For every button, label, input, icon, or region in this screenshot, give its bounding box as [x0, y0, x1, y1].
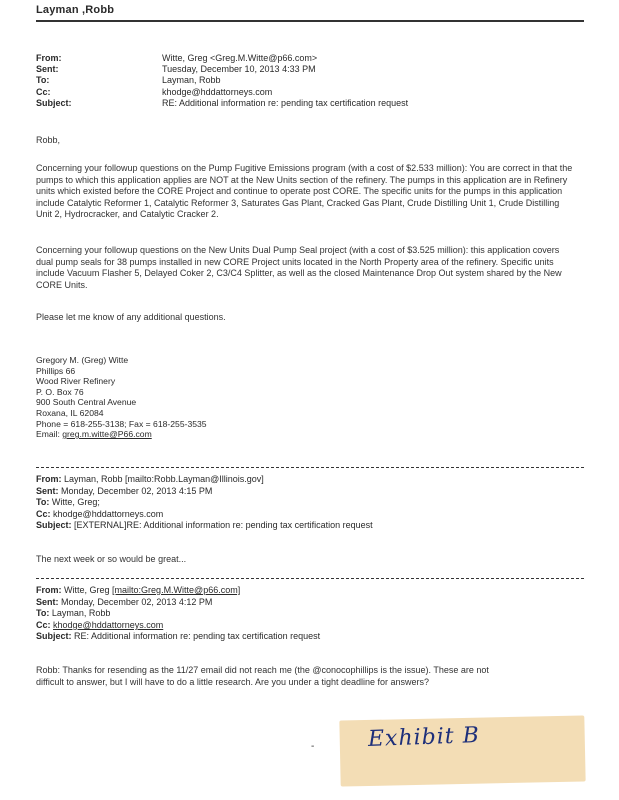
fwd2-from-row — [36, 585, 320, 597]
greeting: Robb, — [36, 135, 61, 145]
header-from-row — [36, 53, 408, 64]
fwd2-cc-link[interactable]: khodge@hddattorneys.com — [53, 619, 164, 630]
body-paragraph-2: Concerning your followup questions on the New Units Dual Pump Seal project (with a cost of $3.525 million): this application covers dual pump seals for 38 pumps installed in new CORE Project units located in the North Property area of the refinery. Specific units include Vacuum Flasher 5, Delayed Coker 2, C3/C4 Splitter, as well as the closed Maintenance Drop Out system shared by the New CORE Units. — [36, 245, 562, 290]
sender-divider — [36, 20, 584, 22]
forwarded-header-2 — [36, 585, 320, 643]
margin-mark: - — [311, 741, 315, 752]
fwd2-subject-row — [36, 631, 320, 643]
fwd2-sent-label: Sent: — [36, 596, 59, 607]
fwd2-body-line-1: Robb: Thanks for resending as the 11/27 email did not reach me (the @conocophillips is the issue). These are not — [36, 665, 489, 675]
fwd2-cc-label: Cc: — [36, 619, 51, 630]
sig-city: Roxana, IL 62084 — [36, 407, 104, 418]
sent-label: Sent: — [36, 64, 59, 75]
subject-value: RE: Additional information re: pending tax certification request — [162, 97, 409, 108]
sig-phone: Phone = 618-255-3138; Fax = 618-255-3535 — [36, 418, 207, 429]
fwd1-from-value: Layman, Robb [mailto:Robb.Layman@Illinois.gov] — [64, 474, 264, 484]
fwd2-to-row — [36, 608, 320, 620]
fwd1-sent-row — [36, 486, 373, 498]
header-sent-row — [36, 64, 408, 75]
sig-company: Phillips 66 — [36, 365, 76, 376]
fwd2-to-value: Layman, Robb — [51, 608, 111, 619]
fwd2-subject-label: Subject: — [36, 631, 72, 642]
fwd1-sent-value: Monday, December 02, 2013 4:15 PM — [61, 485, 213, 496]
sig-name: Gregory M. (Greg) Witte — [36, 355, 129, 365]
fwd2-sent-value: Monday, December 02, 2013 4:12 PM — [61, 596, 213, 607]
fwd1-body: The next week or so would be great... — [36, 554, 187, 564]
sig-email-link[interactable]: greg.m.witte@P66.com — [62, 429, 152, 440]
sig-email-label: Email: — [36, 429, 60, 440]
fwd1-subject-value: [EXTERNAL]RE: Additional information re: pending tax certification request — [74, 520, 373, 531]
exhibit-label: Exhibit B — [367, 723, 481, 752]
cc-value: khodge@hddattorneys.com — [162, 86, 273, 97]
forward-separator-1 — [36, 467, 584, 468]
fwd1-subject-row — [36, 520, 373, 532]
to-label: To: — [36, 75, 50, 86]
sig-email-line — [36, 429, 207, 440]
fwd1-to-row — [36, 497, 373, 509]
fwd1-sent-label: Sent: — [36, 485, 59, 496]
sent-value: Tuesday, December 10, 2013 4:33 PM — [162, 64, 316, 75]
body-paragraph-3: Please let me know of any additional questions. — [36, 312, 226, 322]
fwd2-cc-row — [36, 620, 320, 632]
sig-pobox: P. O. Box 76 — [36, 386, 84, 397]
body-paragraph-1: Concerning your followup questions on the Pump Fugitive Emissions program (with a cost of $2.533 million): You are correct in that the pumps to which this application applies are NOT at the New Units section of the refinery. The pumps in this application are in Refinery units which existed before the CORE Project and continue to operate post CORE. The specific units for the pumps in this application include Catalytic Reformer 1, Catalytic Reformer 3, Saturates Gas Plant, Cracked Gas Plant, Crude Distilling Unit 1, Crude Distilling Unit 2, Hydrocracker, and Catalytic Cracker 2. — [36, 163, 573, 220]
cc-label: Cc: — [36, 86, 51, 97]
fwd1-cc-row — [36, 509, 373, 521]
email-header — [36, 53, 408, 109]
fwd2-from-email-link[interactable]: [mailto:Greg.M.Witte@p66.com] — [112, 585, 241, 595]
fwd2-from-label: From: — [36, 585, 62, 595]
fwd1-to-value: Witte, Greg; — [51, 497, 100, 508]
forwarded-header-1 — [36, 474, 373, 532]
signature-block — [36, 355, 207, 440]
fwd2-sent-row — [36, 597, 320, 609]
fwd1-from-label: From: — [36, 474, 62, 484]
header-subject-row — [36, 98, 408, 109]
fwd1-subject-label: Subject: — [36, 520, 72, 531]
fwd1-cc-label: Cc: — [36, 508, 51, 519]
fwd1-cc-value: khodge@hddattorneys.com — [53, 508, 164, 519]
fwd2-subject-value: RE: Additional information re: pending tax certification request — [74, 631, 321, 642]
fwd2-to-label: To: — [36, 608, 50, 619]
fwd1-to-label: To: — [36, 497, 50, 508]
fwd2-from-name: Witte, Greg — [64, 585, 110, 595]
subject-label: Subject: — [36, 97, 72, 108]
sender-name: Layman ,Robb — [36, 4, 115, 16]
sig-site: Wood River Refinery — [36, 376, 116, 387]
from-value: Witte, Greg <Greg.M.Witte@p66.com> — [162, 53, 318, 63]
header-cc-row — [36, 87, 408, 98]
sig-street: 900 South Central Avenue — [36, 397, 137, 408]
from-label: From: — [36, 53, 62, 63]
fwd2-body-line-2: difficult to answer, but I will have to do a little research. Are you under a tight deadline for answers? — [36, 677, 430, 687]
to-value: Layman, Robb — [162, 75, 221, 86]
fwd1-from-row — [36, 474, 373, 486]
forward-separator-2 — [36, 578, 584, 579]
header-to-row — [36, 75, 408, 86]
